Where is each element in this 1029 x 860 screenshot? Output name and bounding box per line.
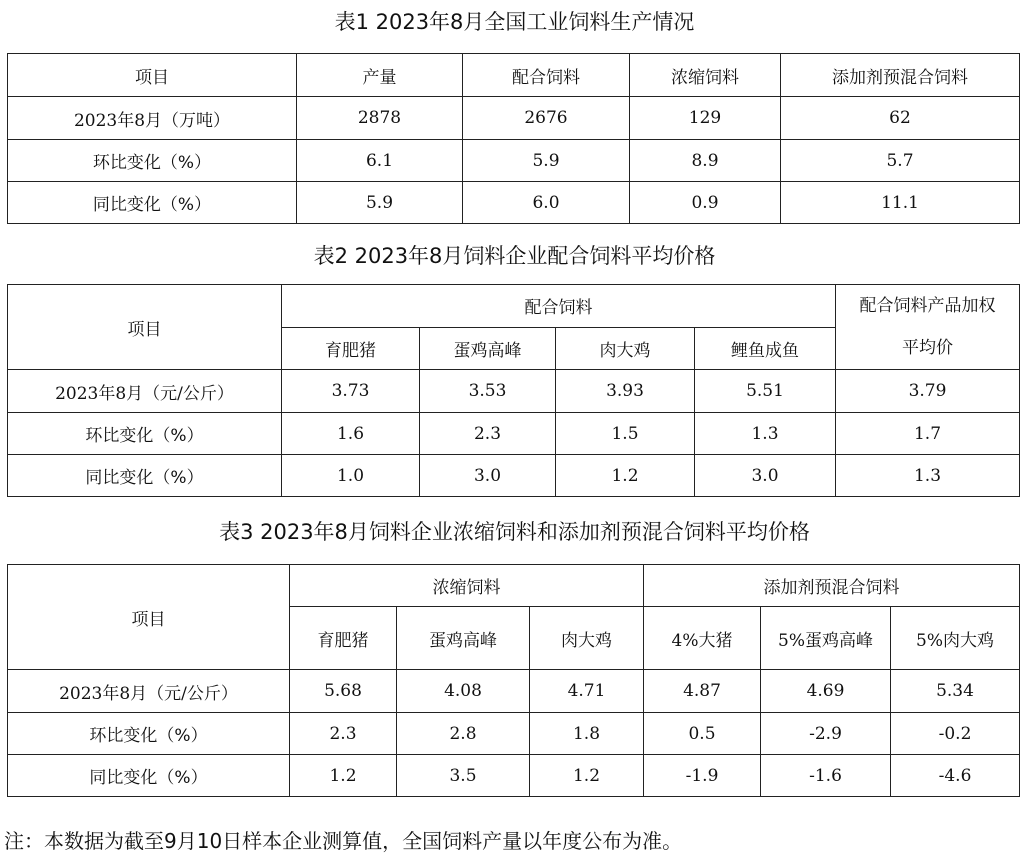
table-cell: 3.53: [420, 370, 556, 413]
row-label: 同比变化（%）: [8, 182, 297, 224]
table-cell: 0.5: [644, 713, 761, 755]
table2-header-item: 项目: [8, 285, 282, 370]
table-cell: 2878: [297, 97, 463, 140]
row-label: 2023年8月（元/公斤）: [8, 370, 282, 413]
table-cell: 2676: [463, 97, 630, 140]
table2-header-weighted-average: [836, 285, 1020, 370]
table-cell: 0.9: [630, 182, 781, 224]
table3-concentrate-premix-prices: [7, 564, 1020, 797]
table-row: [8, 370, 1020, 413]
table-cell: 129: [630, 97, 781, 140]
table-cell: -1.9: [644, 755, 761, 797]
table-cell: -4.6: [891, 755, 1020, 797]
table2-weighted-line2: 平均价: [902, 338, 953, 358]
table3-header-row: [8, 565, 1020, 607]
table2-weighted-line1: 配合饲料产品加权: [859, 296, 996, 316]
table-cell: 5.9: [463, 140, 630, 182]
table-cell: -0.2: [891, 713, 1020, 755]
table-cell: 1.2: [530, 755, 644, 797]
table-cell: 1.3: [695, 413, 836, 455]
table3-header-item: 项目: [8, 565, 290, 670]
table-cell: 1.2: [556, 455, 695, 497]
table-cell: 6.0: [463, 182, 630, 224]
table1-header-premix-feed: 添加剂预混合饲料: [781, 54, 1020, 97]
table3-subheader-5pct-laying-hen: 5%蛋鸡高峰: [761, 607, 891, 670]
row-label: 环比变化（%）: [8, 713, 290, 755]
row-label: 2023年8月（元/公斤）: [8, 670, 290, 713]
table3-subheader-fattening-pig: 育肥猪: [290, 607, 397, 670]
table-cell: 62: [781, 97, 1020, 140]
table-cell: 11.1: [781, 182, 1020, 224]
table1-header-compound-feed: 配合饲料: [463, 54, 630, 97]
table3-caption: 表3 2023年8月饲料企业浓缩饲料和添加剂预混合饲料平均价格: [219, 520, 810, 544]
table-cell: 2.3: [420, 413, 556, 455]
table-cell: 5.7: [781, 140, 1020, 182]
table1-production: [7, 53, 1020, 224]
table1-header-item: 项目: [8, 54, 297, 97]
table-row: [8, 670, 1020, 713]
table1-header-output: 产量: [297, 54, 463, 97]
table1-caption: 表1 2023年8月全国工业饲料生产情况: [334, 10, 695, 34]
table-cell: 3.0: [695, 455, 836, 497]
table-cell: 4.69: [761, 670, 891, 713]
table2-subheader-carp: 鲤鱼成鱼: [695, 327, 836, 370]
table-cell: 5.9: [297, 182, 463, 224]
table-cell: 6.1: [297, 140, 463, 182]
table3-subheader-4pct-pig: 4%大猪: [644, 607, 761, 670]
table-cell: 1.3: [836, 455, 1020, 497]
table-cell: 4.87: [644, 670, 761, 713]
table-row: [8, 455, 1020, 497]
table-cell: 3.0: [420, 455, 556, 497]
row-label: 同比变化（%）: [8, 455, 282, 497]
table-cell: 5.34: [891, 670, 1020, 713]
table-cell: 3.79: [836, 370, 1020, 413]
table-cell: 5.51: [695, 370, 836, 413]
table2-compound-feed-prices: [7, 284, 1020, 497]
table-cell: -2.9: [761, 713, 891, 755]
table-cell: 3.93: [556, 370, 695, 413]
row-label: 环比变化（%）: [8, 413, 282, 455]
table2-header-row: [8, 285, 1020, 328]
table2-caption: 表2 2023年8月饲料企业配合饲料平均价格: [313, 244, 716, 268]
table-row: [8, 755, 1020, 797]
table-row: [8, 97, 1020, 140]
table-cell: 1.2: [290, 755, 397, 797]
table-cell: 1.6: [282, 413, 420, 455]
row-label: 2023年8月（万吨）: [8, 97, 297, 140]
table-row: [8, 182, 1020, 224]
table3-subheader-5pct-broiler: 5%肉大鸡: [891, 607, 1020, 670]
table-cell: -1.6: [761, 755, 891, 797]
table3-subheader-laying-hen-peak: 蛋鸡高峰: [397, 607, 530, 670]
row-label: 环比变化（%）: [8, 140, 297, 182]
table1-header-concentrate-feed: 浓缩饲料: [630, 54, 781, 97]
table3-subheader-broiler: 肉大鸡: [530, 607, 644, 670]
table-cell: 3.5: [397, 755, 530, 797]
table-cell: 8.9: [630, 140, 781, 182]
table-row: [8, 413, 1020, 455]
table1-header-row: [8, 54, 1020, 97]
table2-subheader-laying-hen-peak: 蛋鸡高峰: [420, 327, 556, 370]
table2-subheader-broiler: 肉大鸡: [556, 327, 695, 370]
table-cell: 1.5: [556, 413, 695, 455]
table-cell: 3.73: [282, 370, 420, 413]
table2-header-compound-feed: 配合饲料: [282, 285, 836, 328]
table3-header-premix-feed: 添加剂预混合饲料: [644, 565, 1020, 607]
table-row: [8, 713, 1020, 755]
row-label: 同比变化（%）: [8, 755, 290, 797]
table-cell: 4.08: [397, 670, 530, 713]
table2-subheader-fattening-pig: 育肥猪: [282, 327, 420, 370]
table-cell: 2.8: [397, 713, 530, 755]
table-cell: 2.3: [290, 713, 397, 755]
table-cell: 4.71: [530, 670, 644, 713]
table-cell: 1.8: [530, 713, 644, 755]
table-cell: 1.0: [282, 455, 420, 497]
table-row: [8, 140, 1020, 182]
table-cell: 1.7: [836, 413, 1020, 455]
footnote: 注：本数据为截至9月10日样本企业测算值，全国饲料产量以年度公布为准。: [4, 829, 683, 853]
table-cell: 5.68: [290, 670, 397, 713]
table3-header-concentrate-feed: 浓缩饲料: [290, 565, 644, 607]
